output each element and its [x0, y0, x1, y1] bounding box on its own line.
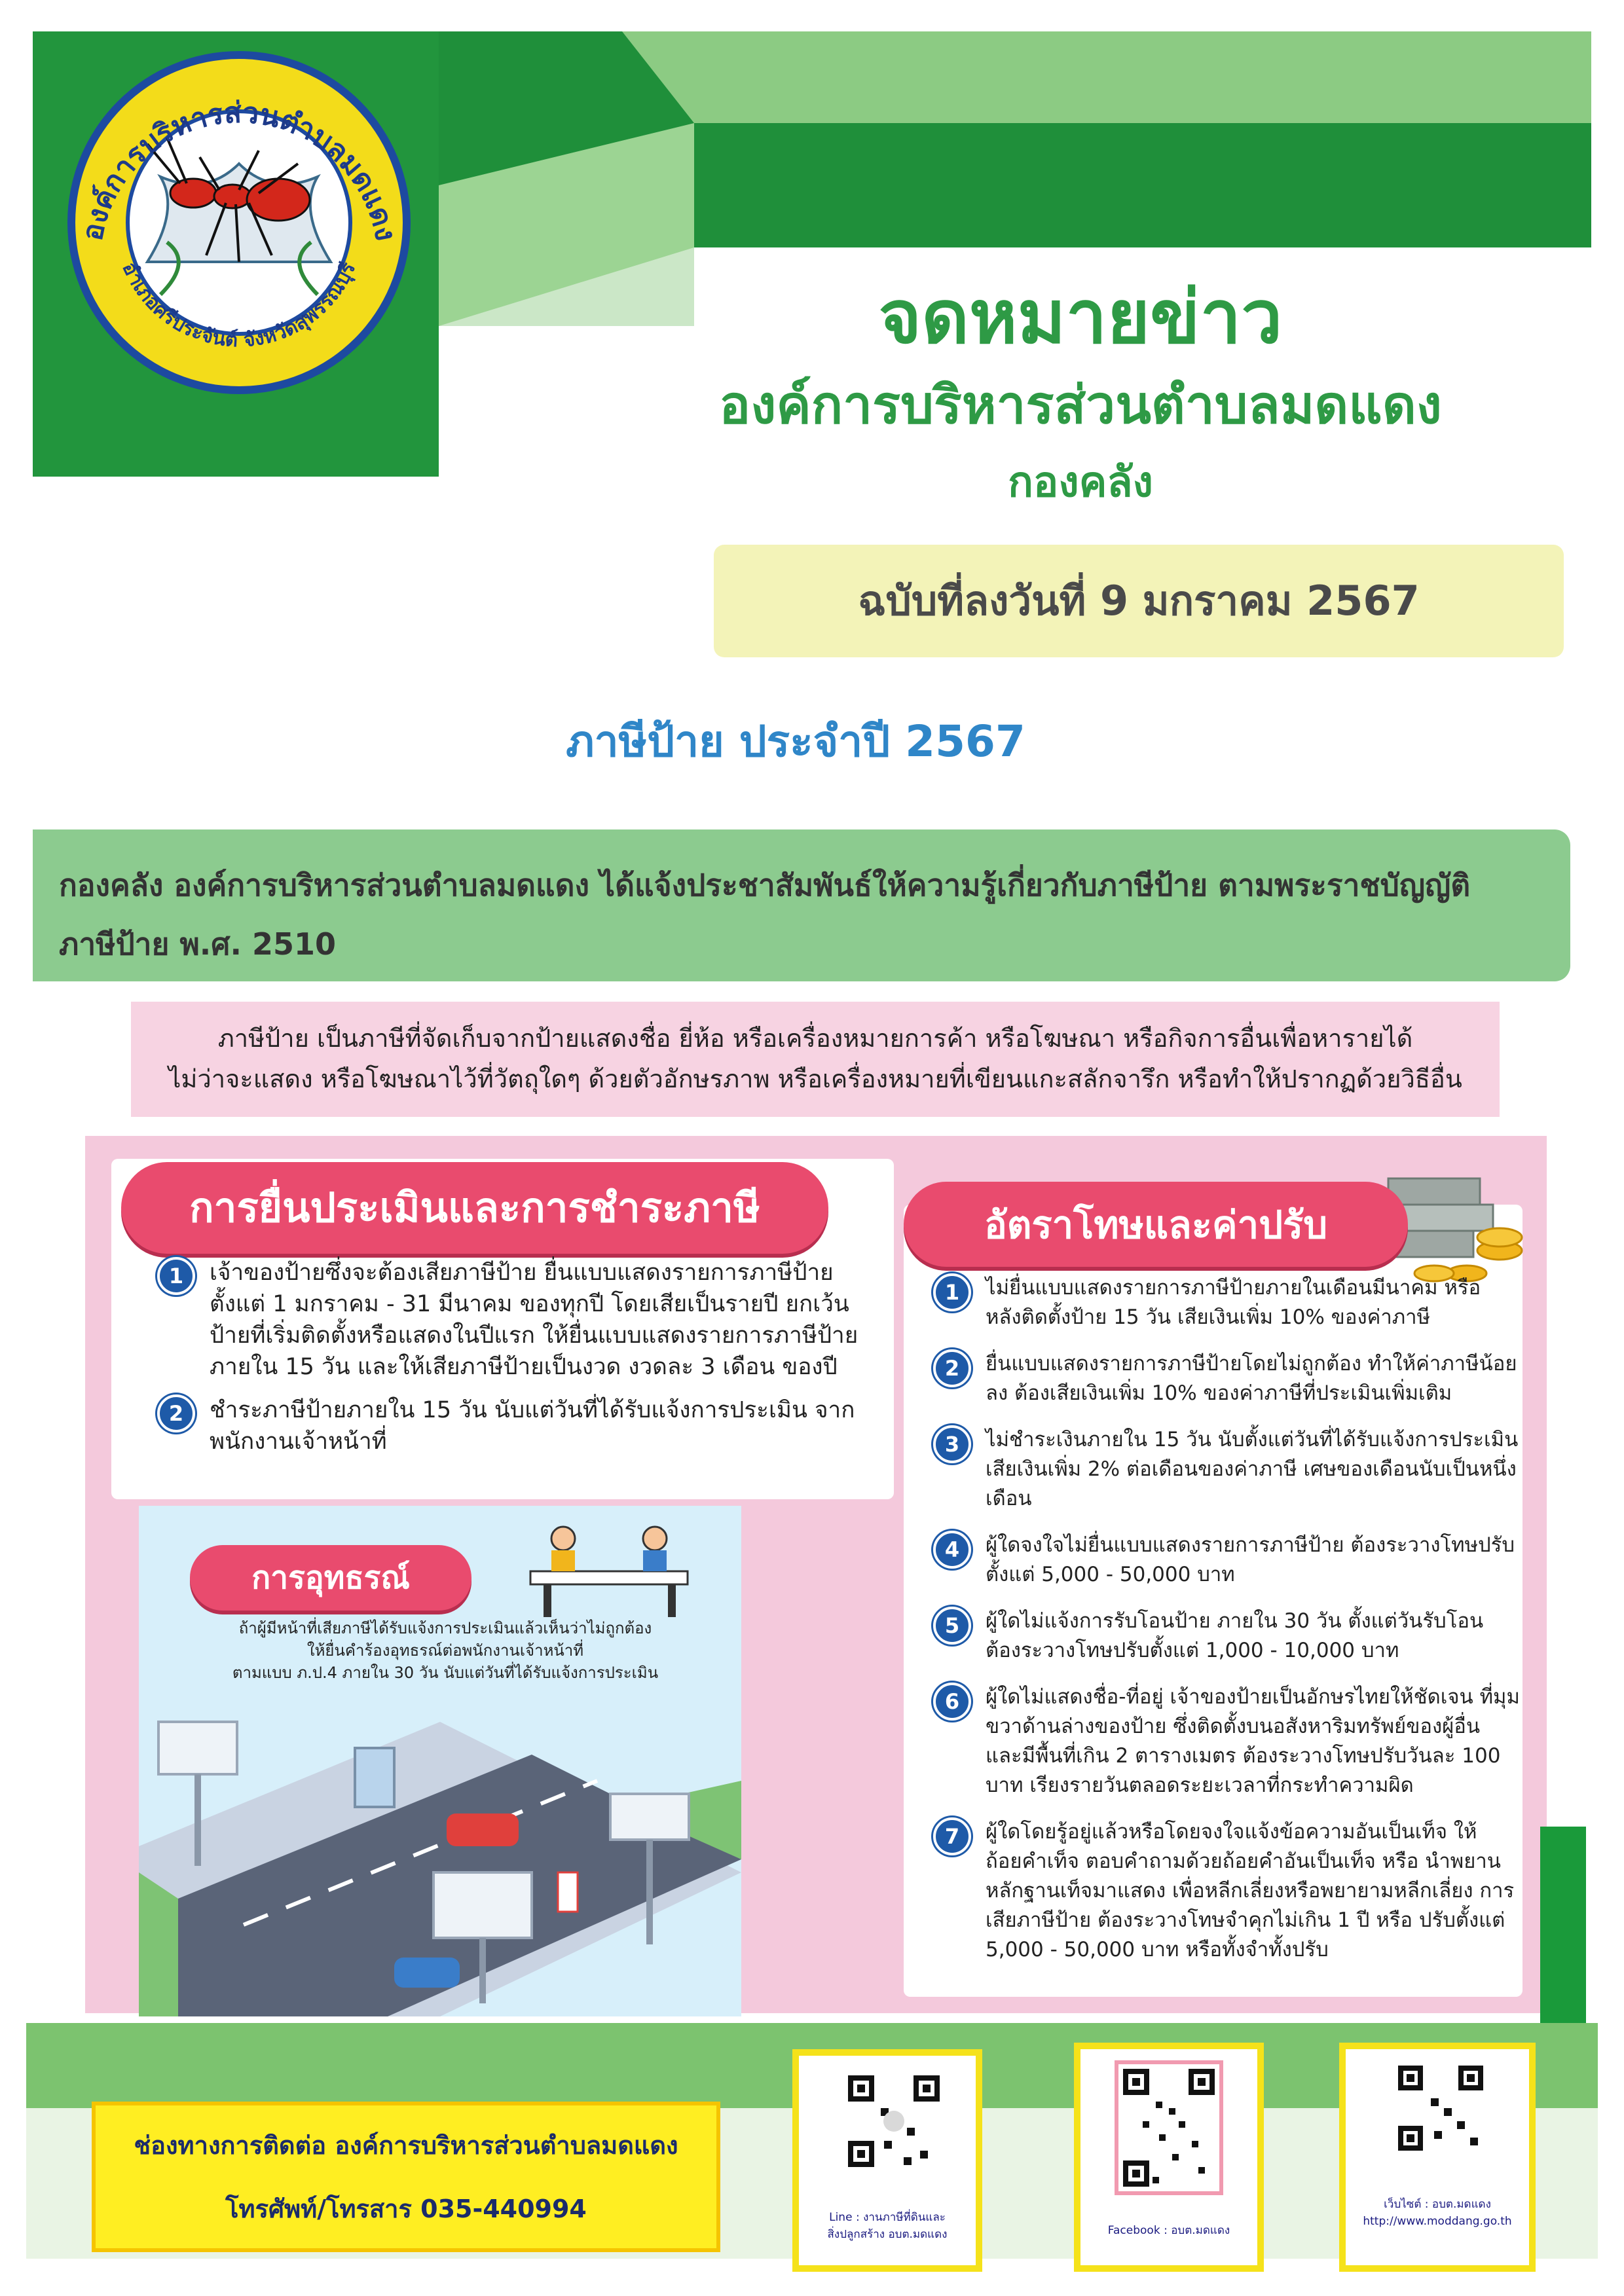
list-item-text: ยื่นแบบแสดงรายการภาษีป้ายโดยไม่ถูกต้อง ทำให้ค่าภาษีน้อยลง ต้องเสียเงินเพิ่ม 10% ของค่าภาษีที่ประเมินเพิ่มเติม [986, 1352, 1517, 1405]
number-badge: 2 [933, 1349, 971, 1387]
issue-date: ฉบับที่ลงวันที่ 9 มกราคม 2567 [858, 577, 1420, 625]
decorative-bar [1540, 1827, 1586, 2023]
qr-label-facebook: Facebook : อบต.มดแดง [1107, 2224, 1230, 2237]
definition-line-2: ไม่ว่าจะแสดง หรือโฆษณาไว้ที่วัตถุใดๆ ด้วยตัวอักษรภาพ หรือเครื่องหมายที่เขียนแกะสลักจารึก หรือทำให้ปรากฏด้วยวิธีอื่น [168, 1065, 1462, 1093]
number-badge: 5 [933, 1607, 971, 1645]
filing-heading: การยื่นประเมินและการชำระภาษี [121, 1162, 828, 1254]
organization-logo [62, 46, 416, 399]
list-item [933, 1273, 1522, 1332]
list-item-text: ชำระภาษีป้ายภายใน 15 วัน นับแต่วันที่ได้รับแจ้งการประเมิน จากพนักงานเจ้าหน้าที่ [210, 1397, 855, 1455]
list-item-text: ไม่ชำระเงินภายใน 15 วัน นับตั้งแต่วันที่ได้รับแจ้งการประเมิน เสียเงินเพิ่ม 2% ต่อเดือนของค่าภาษี เศษของเดือนนับเป็นหนึ่งเดือน [986, 1428, 1519, 1510]
list-item-text: เจ้าของป้ายซึ่งจะต้องเสียภาษีป้าย ยื่นแบบแสดงรายการภาษีป้าย ตั้งแต่ 1 มกราคม - 31 มีนาคม ของทุกปี โดยเสียเป็นรายปี ยกเว้น ป้ายที่เริ่มติดตั้งหรือแสดงในปีแรก ให้ยื่นแบบแสดงรายการภาษีป้าย ภายใน 15 วัน และให้เสียภาษีป้ายเป็นงวด งวดละ 3 เดือน ของปี [210, 1260, 858, 1380]
list-item [933, 1683, 1522, 1800]
number-badge: 2 [157, 1394, 195, 1432]
definition-box [131, 1002, 1500, 1117]
intro-line-2: ภาษีป้าย พ.ศ. 2510 [59, 926, 336, 962]
definition-line-1: ภาษีป้าย เป็นภาษีที่จัดเก็บจากป้ายแสดงชื่อ ยี่ห้อ หรือเครื่องหมายการค้า หรือโฆษณา หรือกิจการอื่นเพื่อหารายได้ [217, 1024, 1413, 1053]
division-name: กองคลัง [1008, 458, 1153, 507]
qr-label-website: เว็บไซต์ : อบต.มดแดง [1384, 2198, 1491, 2211]
issue-date-box [714, 545, 1564, 657]
number-badge: 7 [933, 1817, 971, 1855]
list-item [157, 1394, 877, 1457]
intro-line-1: กองคลัง องค์การบริหารส่วนตำบลมดแดง ได้แจ้งประชาสัมพันธ์ให้ความรู้เกี่ยวกับภาษีป้าย ตามพระราชบัญญัติ [59, 867, 1471, 903]
list-item [933, 1531, 1522, 1590]
number-badge: 3 [933, 1425, 971, 1463]
organization-name: องค์การบริหารส่วนตำบลมดแดง [719, 374, 1442, 435]
list-item-text: ผู้ใดจงใจไม่ยื่นแบบแสดงรายการภาษีป้าย ต้องระวางโทษปรับตั้งแต่ 5,000 - 50,000 บาท [986, 1533, 1515, 1586]
list-item [933, 1607, 1522, 1666]
appeal-line-1: ถ้าผู้มีหน้าที่เสียภาษีได้รับแจ้งการประเมินแล้วเห็นว่าไม่ถูกต้อง [238, 1619, 652, 1637]
number-badge: 1 [157, 1257, 195, 1295]
list-item-text: ผู้ใดไม่แจ้งการรับโอนป้าย ภายใน 30 วัน ตั้งแต่วันรับโอน ต้องระวางโทษปรับตั้งแต่ 1,000 - 10,000 บาท [986, 1609, 1484, 1662]
facebook-qr-code[interactable] [1074, 2043, 1264, 2272]
number-badge: 1 [933, 1273, 971, 1311]
appeal-line-2: ให้ยื่นคำร้องอุทธรณ์ต่อพนักงานเจ้าหน้าที่ [306, 1641, 584, 1660]
appeal-heading: การอุทธรณ์ [190, 1545, 471, 1611]
qr-code-icon [1080, 2049, 1257, 2219]
svg-text:องค์การบริหารส่วนตำบลมดแดง [75, 96, 402, 244]
list-item [157, 1257, 877, 1383]
penalty-list [933, 1273, 1522, 1982]
contact-box [92, 2102, 720, 2252]
list-item [933, 1425, 1522, 1514]
svg-text:อำเภอศรีประจันต์ จังหวัดสุพรรณ [117, 259, 360, 352]
appeal-text [196, 1617, 694, 1684]
website-qr-code[interactable] [1339, 2043, 1536, 2272]
service-counter-icon [517, 1519, 701, 1617]
intro-band [33, 829, 1570, 981]
qr-label-line: Line : งานภาษีที่ดินและ [829, 2211, 946, 2224]
qr-code-icon [1346, 2049, 1529, 2193]
number-badge: 6 [933, 1683, 971, 1721]
contact-phone: โทรศัพท์/โทรสาร 035-440994 [225, 2195, 587, 2223]
logo-ring-bottom-text: อำเภอศรีประจันต์ จังหวัดสุพรรณบุรี [117, 258, 361, 352]
list-item-text: ผู้ใดโดยรู้อยู่แล้วหรือโดยจงใจแจ้งข้อความอันเป็นเท็จ ให้ถ้อยคำเท็จ ตอบคำถามด้วยถ้อยคำอันเป็นเท็จ หรือ นำพยานหลักฐานเท็จมาแสดง เพื่อหลีกเลี่ยงหรือพยายามหลีกเลี่ยง การเสียภาษีป้าย ต้องระวางโทษจำคุกไม่เกิน 1 ปี หรือ ปรับตั้งแต่ 5,000 - 50,000 บาท หรือทั้งจำทั้งปรับ [986, 1820, 1515, 1961]
qr-label-line-2: สิ่งปลูกสร้าง อบต.มดแดง [827, 2228, 948, 2241]
qr-code-icon [799, 2056, 976, 2206]
appeal-line-3: ตามแบบ ภ.ป.4 ภายใน 30 วัน นับแต่วันที่ได้รับแจ้งการประเมิน [232, 1664, 659, 1682]
contact-line-1: ช่องทางการติดต่อ องค์การบริหารส่วนตำบลมดแดง [134, 2131, 678, 2160]
filing-list [157, 1257, 877, 1469]
newsletter-title: จดหมายข่าว [878, 275, 1283, 360]
subject-heading: ภาษีป้าย ประจำปี 2567 [566, 716, 1025, 767]
qr-label-website-url: http://www.moddang.go.th [1363, 2215, 1512, 2228]
logo-ring-top-text: องค์การบริหารส่วนตำบลมดแดง [75, 96, 403, 244]
number-badge: 4 [933, 1531, 971, 1569]
list-item-text: ผู้ใดไม่แสดงชื่อ-ที่อยู่ เจ้าของป้ายเป็นอักษรไทยให้ชัดเจน ที่มุมขวาด้านล่างของป้าย ซึ่งติดตั้งบนอสังหาริมทรัพย์ของผู้อื่น และมีพื้นที่เกิน 2 ตารางเมตร ต้องระวางโทษปรับวันละ 100 บาท เรียงรายวันตลอดระยะเวลาที่กระทำความผิด [986, 1685, 1520, 1797]
list-item [933, 1349, 1522, 1408]
line-qr-code[interactable] [792, 2049, 982, 2272]
list-item [933, 1817, 1522, 1965]
penalty-heading: อัตราโทษและค่าปรับ [904, 1182, 1408, 1267]
list-item-text: ไม่ยื่นแบบแสดงรายการภาษีป้ายภายในเดือนมีนาคม หรือ หลังติดตั้งป้าย 15 วัน เสียเงินเพิ่ม 10% ของค่าภาษี [986, 1276, 1481, 1329]
